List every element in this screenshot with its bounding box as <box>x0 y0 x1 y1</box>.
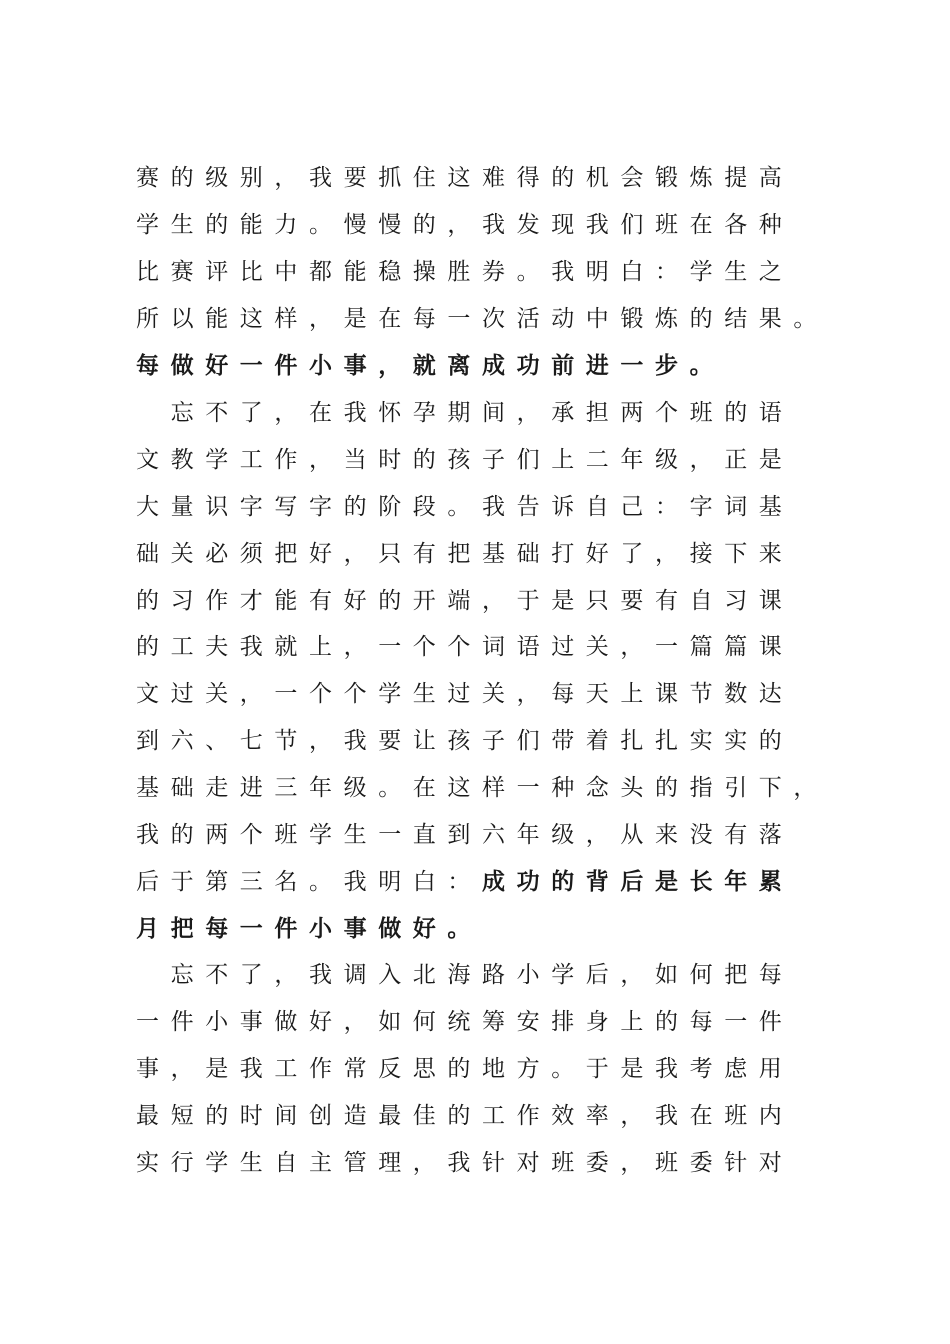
text-line: 文教学工作，当时的孩子们上二年级，正是 <box>136 447 794 473</box>
text-line: 基础走进三年级。在这样一种念头的指引下， <box>136 775 828 801</box>
text-line: 的工夫我就上，一个个词语过关，一篇篇课 <box>136 634 794 660</box>
text-line: 最短的时间创造最佳的工作效率，我在班内 <box>136 1103 794 1129</box>
text-line: 础关必须把好，只有把基础打好了，接下来 <box>136 541 794 567</box>
text-line: 到六、七节，我要让孩子们带着扎扎实实的 <box>136 728 794 754</box>
text-line: 比赛评比中都能稳操胜券。我明白：学生之 <box>136 259 794 285</box>
text-line: 一件小事做好，如何统筹安排身上的每一件 <box>136 1009 794 1035</box>
text-line: 忘不了，我调入北海路小学后，如何把每 <box>136 962 794 988</box>
text-line: 赛的级别，我要抓住这难得的机会锻炼提高 <box>136 165 794 191</box>
text-line: 的习作才能有好的开端，于是只要有自习课 <box>136 588 794 614</box>
text-line: 后于第三名。我明白：成功的背后是长年累 <box>136 868 794 895</box>
text-line: 大量识字写字的阶段。我告诉自己：字词基 <box>136 494 794 520</box>
text-line: 所以能这样，是在每一次活动中锻炼的结果。 <box>136 306 828 332</box>
text-line: 实行学生自主管理，我针对班委，班委针对 <box>136 1150 794 1176</box>
text-line: 学生的能力。慢慢的，我发现我们班在各种 <box>136 212 794 238</box>
text-line: 事，是我工作常反思的地方。于是我考虑用 <box>136 1056 794 1082</box>
text-line: 我的两个班学生一直到六年级，从来没有落 <box>136 822 794 848</box>
text-line: 每做好一件小事，就离成功前进一步。 <box>136 352 725 379</box>
text-line: 忘不了，在我怀孕期间，承担两个班的语 <box>136 400 794 426</box>
text-line: 月把每一件小事做好。 <box>136 915 482 942</box>
text-line: 文过关，一个个学生过关，每天上课节数达 <box>136 681 794 707</box>
